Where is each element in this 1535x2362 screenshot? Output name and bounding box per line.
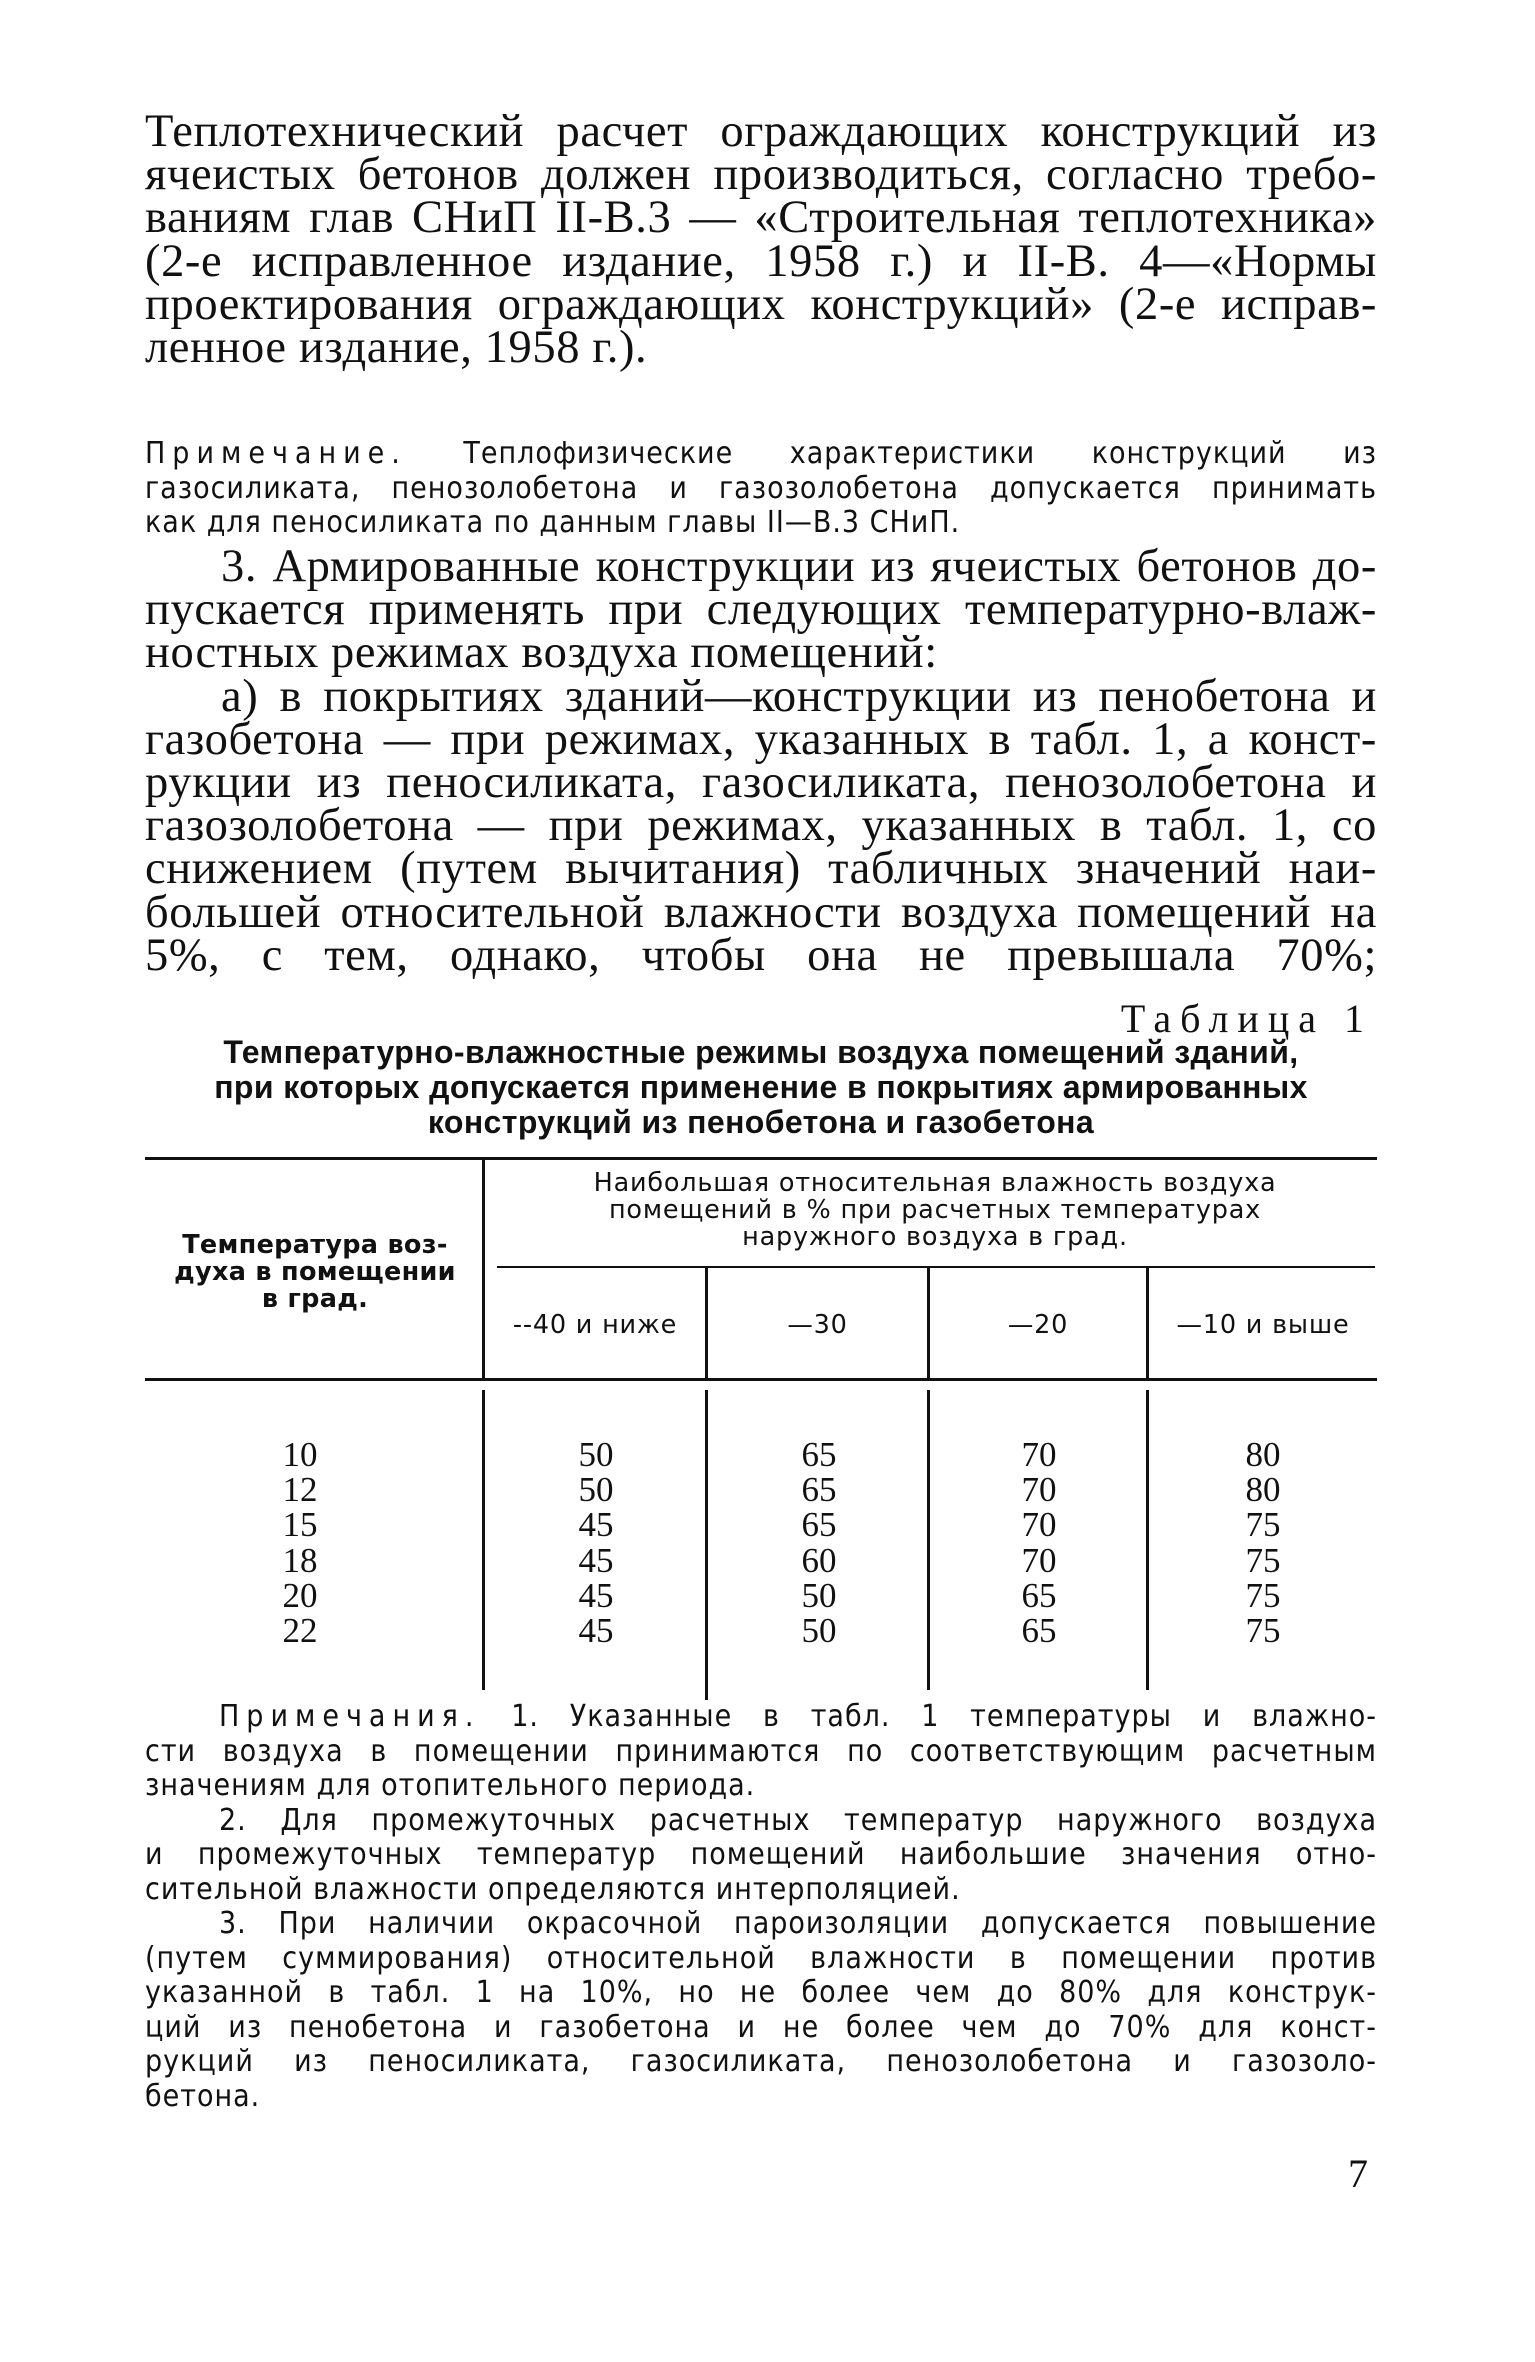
table-label: Таблица 1 [1120, 996, 1373, 1041]
table-cell: 70 [1021, 1470, 1057, 1510]
note-thermal-characteristics [145, 437, 1377, 541]
table-col-divider [705, 1390, 708, 1700]
table-cell: 45 [578, 1575, 614, 1615]
table-title-line: Температурно-влажностные режимы воздуха помещений зданий, [223, 1034, 1299, 1070]
table-title-line: при которых допускается применение в покрытиях армированных [214, 1069, 1308, 1105]
note-line: газосиликата, пенозолобетона и газозолобетона допускается принимать [145, 470, 1377, 506]
table-cell: 70 [1021, 1540, 1057, 1580]
table-title-line: конструкций из пенобетона и газобетона [427, 1104, 1095, 1140]
table-cell: 70 [1021, 1435, 1057, 1474]
text-line: газозолобетона — при режимах, указанных в табл. 1, со [145, 800, 1377, 852]
table-cell: 20 [282, 1575, 318, 1615]
text-line: ленное издание, 1958 г.). [145, 322, 648, 374]
text-line: (2-е исправленное издание, 1958 г.) и II-В. 4—«Нормы [145, 235, 1377, 287]
table-cell: 10 [282, 1435, 318, 1474]
header-line: Температура воз- [182, 1230, 448, 1260]
note-line: (путем суммирования) относительной влажности в помещении против [145, 1940, 1377, 1976]
table-col-divider [927, 1390, 930, 1690]
note-line: 2. Для промежуточных расчетных температур наружного воздуха [219, 1802, 1377, 1838]
paragraph-reinforced-structures [145, 541, 1377, 981]
header-line: наружного воздуха в град. [742, 1222, 1128, 1252]
table-cell: 22 [282, 1611, 318, 1651]
table-cell: 50 [801, 1611, 837, 1651]
page-number: 7 [1348, 2151, 1368, 2196]
header-line: Наибольшая относительная влажность воздуха [593, 1168, 1277, 1198]
note-line: сительной влажности определяются интерполяцией. [145, 1871, 961, 1907]
note-line: рукций из пеносиликата, газосиликата, пенозолобетона и газозоло- [145, 2044, 1377, 2079]
table-cell: 45 [578, 1540, 614, 1580]
note-line: сти воздуха в помещении принимаются по соответствующим расчетным [145, 1733, 1377, 1769]
notes-label: Примечания. [219, 1699, 481, 1734]
text-line: Теплотехнический расчет ограждающих конструкций из [145, 106, 1377, 157]
table-header-bottom-rule [145, 1378, 1377, 1381]
note-line: ций из пенобетона и газобетона и не более чем до 70% для конст- [145, 2009, 1377, 2045]
table-column-minus10 [1208, 1435, 1318, 1651]
table-cell: 12 [282, 1470, 318, 1510]
table-cell: 65 [801, 1435, 837, 1474]
table-cell: 18 [282, 1540, 318, 1580]
text-line: ваниям глав СНиП II-В.3 — «Строительная теплотехника» [145, 192, 1377, 244]
note-text: 1. Указанные в табл. 1 температуры и влажно- [480, 1699, 1377, 1734]
table-column-minus40 [541, 1435, 651, 1651]
text-line: большей относительной влажности воздуха помещений на [145, 886, 1377, 938]
col-header-max-humidity [495, 1170, 1375, 1251]
table-cell: 65 [1021, 1575, 1057, 1615]
text-line: газобетона — при режимах, указанных в табл. 1, а конст- [145, 713, 1377, 765]
text-line: снижением (путем вычитания) табличных значений наи- [145, 843, 1377, 895]
note-line [145, 1700, 1377, 1735]
text-line: 3. Армированные конструкции из ячеистых бетонов до- [221, 541, 1377, 592]
header-line: помещений в % при расчетных температурах [608, 1195, 1262, 1225]
table-cell: 80 [1245, 1435, 1281, 1474]
table-col-divider [482, 1390, 485, 1690]
table-cell: 75 [1245, 1505, 1281, 1545]
text-line: ностных режимах воздуха помещений: [145, 627, 938, 679]
table-col-divider [482, 1160, 485, 1378]
note-line: и промежуточных температур помещений наибольшие значения отно- [145, 1837, 1377, 1872]
note-line: бетона. [145, 2078, 261, 2114]
note-text: Теплофизические характеристики конструкций из [406, 436, 1377, 471]
table-cell: 75 [1245, 1575, 1281, 1615]
header-line: в град. [261, 1284, 369, 1314]
header-line: духа в помещении [174, 1257, 456, 1287]
subheader-minus40: --40 и ниже [512, 1310, 678, 1340]
note-line: 3. При наличии окрасочной пароизоляции допускается повышение [219, 1906, 1377, 1941]
table-cell: 70 [1021, 1505, 1057, 1545]
notes-table [145, 1700, 1377, 2114]
text-line: рукции из пеносиликата, газосиликата, пенозолобетона и [145, 757, 1377, 809]
note-line: указанной в табл. 1 на 10%, но не более чем до 80% для конструк- [145, 1975, 1377, 2010]
table-cell: 50 [801, 1575, 837, 1615]
table-cell: 45 [578, 1611, 614, 1651]
table-top-rule [145, 1157, 1377, 1160]
text-line: ячеистых бетонов должен производиться, согласно требо- [145, 149, 1377, 201]
table-cell: 45 [578, 1505, 614, 1545]
subheader-minus20: —20 [1007, 1310, 1069, 1340]
text-line: а) в покрытиях зданий—конструкции из пенобетона и [221, 670, 1377, 722]
subheader-minus30: —30 [787, 1310, 848, 1340]
table-header-subrule [497, 1266, 1375, 1268]
subheader-minus10: —10 и выше [1176, 1310, 1350, 1340]
table-cell: 80 [1245, 1470, 1281, 1510]
col-header-room-temperature [150, 1232, 480, 1313]
text-line: 5%, с тем, однако, чтобы она не превышала 70%; [145, 929, 1377, 981]
table-cell: 65 [801, 1470, 837, 1510]
table-cell: 50 [578, 1470, 614, 1510]
note-line: как для пеносиликата по данным главы II—В.3 СНиП. [145, 505, 961, 540]
table-column-minus20 [984, 1435, 1094, 1651]
table-cell: 75 [1245, 1540, 1281, 1580]
paragraph-heat-calculation [145, 106, 1377, 374]
table-cell: 60 [801, 1540, 837, 1580]
text-line: проектирования ограждающих конструкций» (2-е исправ- [145, 278, 1377, 330]
note-line: значениям для отопительного периода. [145, 1768, 756, 1803]
table-cell: 65 [1021, 1611, 1057, 1651]
table-cell: 65 [801, 1505, 837, 1545]
table-cell: 50 [578, 1435, 614, 1474]
table-cell: 15 [282, 1505, 318, 1545]
table-title [145, 1035, 1377, 1140]
note-line [145, 437, 1377, 472]
note-label: Примечание. [145, 436, 407, 471]
table-cell: 75 [1245, 1611, 1281, 1651]
table-col-divider [1146, 1390, 1149, 1690]
text-line: пускается применять при следующих температурно-влаж- [145, 584, 1377, 636]
table-column-temperature [245, 1435, 355, 1651]
table-column-minus30 [764, 1435, 874, 1651]
